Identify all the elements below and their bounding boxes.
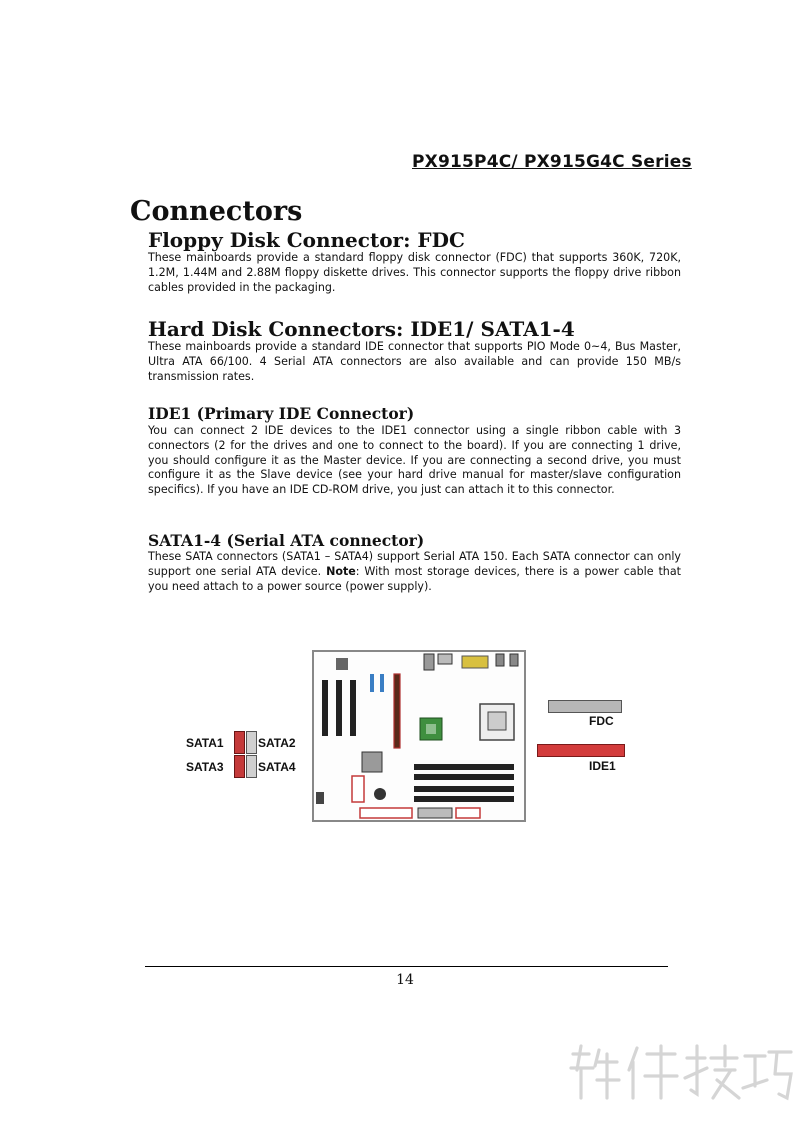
sata4-label: SATA4	[258, 760, 296, 774]
page-title: Connectors	[130, 196, 303, 227]
sata1-connector	[234, 731, 245, 754]
page-number: 14	[396, 972, 414, 988]
series-title: PX915P4C/ PX915G4C Series	[412, 152, 692, 172]
mainboard-layout-graphic	[314, 652, 524, 820]
sata-note-label: Note	[326, 564, 356, 578]
ide1-label: IDE1	[589, 759, 616, 773]
fdc-connector	[548, 700, 622, 713]
fdc-label: FDC	[589, 714, 614, 728]
sata4-connector	[246, 755, 257, 778]
sata-body-part2: : With most storage devices, there is a power cable that you need attach to a power source (power supply).	[148, 564, 681, 593]
sata-paragraph	[148, 550, 681, 594]
hdd-paragraph: These mainboards provide a standard IDE connector that supports PIO Mode 0~4, Bus Master, Ultra ATA 66/100. 4 Serial ATA connectors are also available and can provide 150 MB/s transmission rates.	[148, 340, 681, 383]
watermark-glyphs	[565, 1040, 795, 1106]
sata3-label: SATA3	[186, 760, 224, 774]
sata1-label: SATA1	[186, 736, 224, 750]
mainboard-diagram	[312, 650, 526, 822]
ide1-heading: IDE1 (Primary IDE Connector)	[148, 404, 415, 423]
ide1-paragraph: You can connect 2 IDE devices to the IDE1 connector using a single ribbon cable with 3 connectors (2 for the drives and one to connect to the board). If you are connecting 1 drive, you should configure it as the Master device. If you are connecting a second drive, you must configure it as the Slave device (see your hard drive manual for master/slave configuration specifics). If you have an IDE CD-ROM drive, you just can attach it to this connector.	[148, 424, 681, 497]
fdc-heading: Floppy Disk Connector: FDC	[148, 228, 465, 252]
sata2-connector	[246, 731, 257, 754]
sata3-connector	[234, 755, 245, 778]
watermark-logo	[565, 1040, 795, 1106]
sata-heading: SATA1-4 (Serial ATA connector)	[148, 531, 425, 550]
ide1-connector	[537, 744, 625, 757]
sata2-label: SATA2	[258, 736, 296, 750]
fdc-paragraph: These mainboards provide a standard floppy disk connector (FDC) that supports 360K, 720K, 1.2M, 1.44M and 2.88M floppy diskette drives. This connector supports the floppy drive ribbon cables provided in the packaging.	[148, 251, 681, 294]
footer-rule	[145, 966, 668, 967]
sata-body-part1: These SATA connectors (SATA1 – SATA4) support Serial ATA 150. Each SATA connector can only support one serial ATA device.	[148, 550, 681, 578]
hdd-heading: Hard Disk Connectors: IDE1/ SATA1-4	[148, 317, 575, 341]
